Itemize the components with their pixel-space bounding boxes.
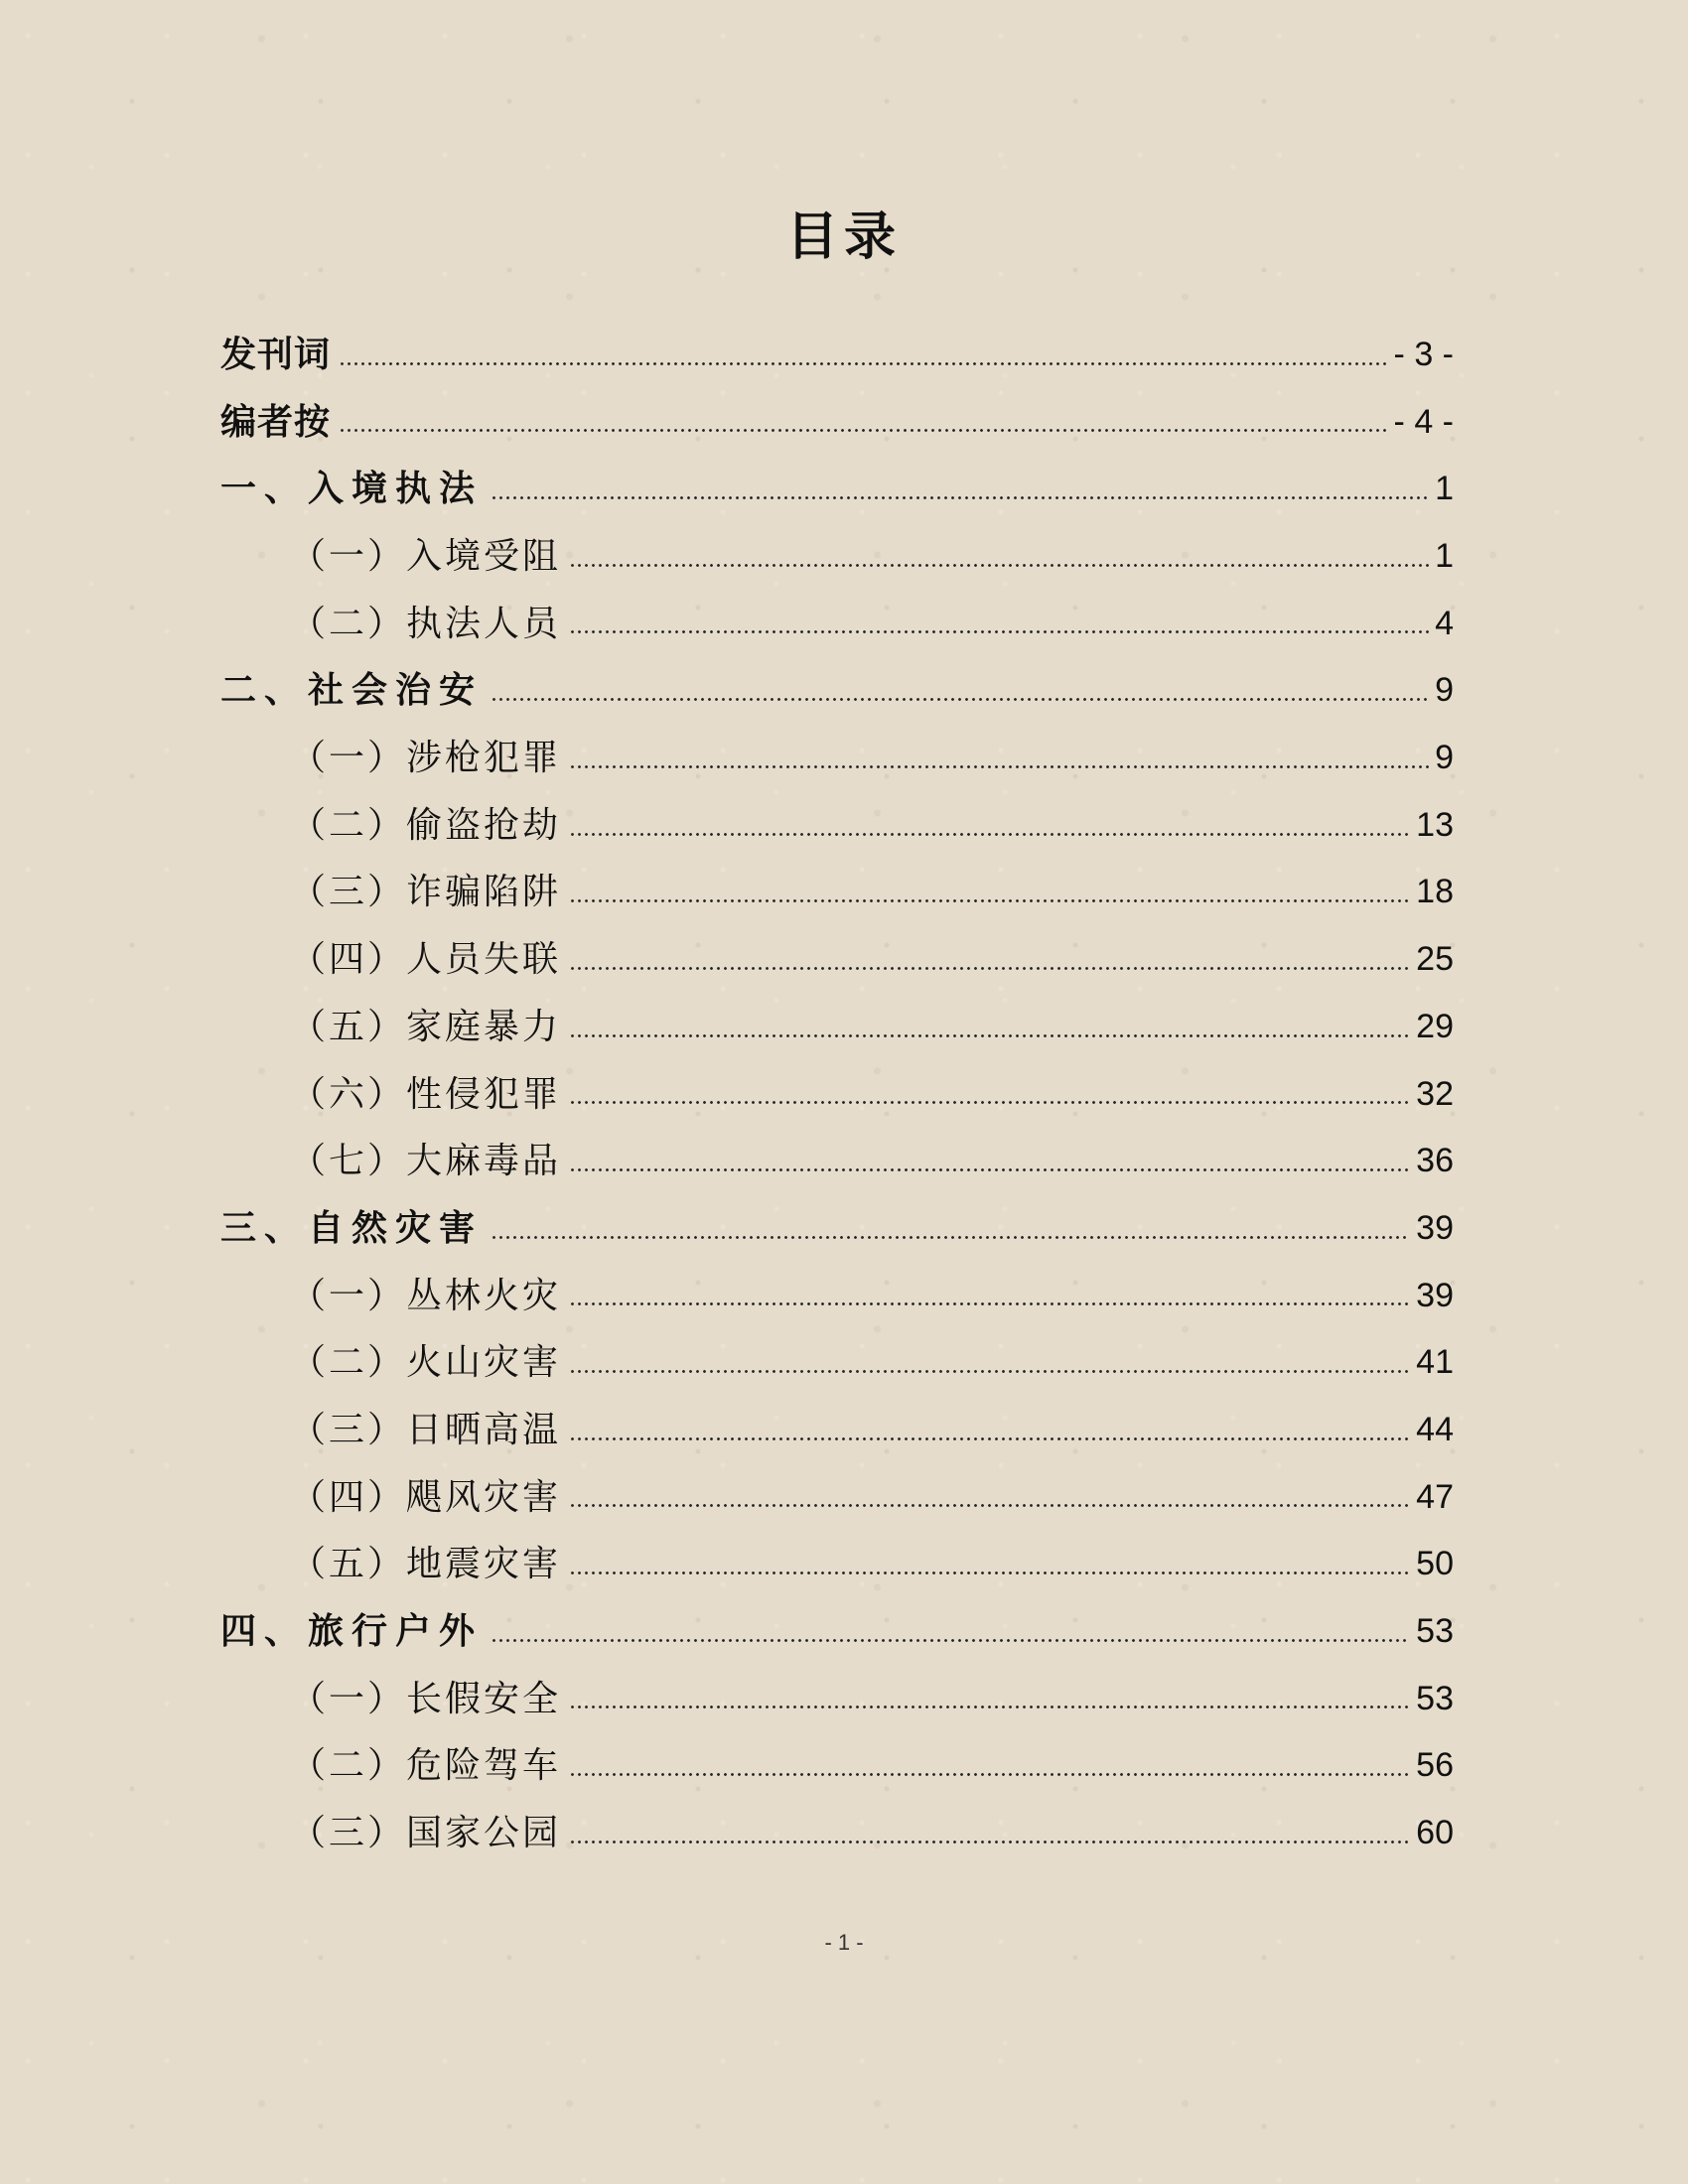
toc-entry-page: 36 [1416,1142,1454,1180]
toc-entry-label: （二）危险驾车 [290,1745,562,1787]
toc-entry-page: 1 [1435,537,1454,576]
toc-entry[interactable] [220,1666,1454,1733]
toc-entry-label: （二）火山灾害 [290,1342,562,1384]
toc-entry[interactable] [220,389,1454,457]
toc-entry[interactable] [220,1195,1454,1263]
page-number: - 1 - [824,1930,864,1955]
toc-entry-page: 60 [1416,1814,1454,1852]
toc-entry-label: （三）国家公园 [290,1813,562,1854]
toc-entry[interactable] [220,1061,1454,1129]
toc-entry-label: （一）入境受阻 [290,536,562,578]
toc-entry-page: 53 [1416,1679,1454,1717]
toc-entry-page: 39 [1416,1276,1454,1314]
toc-entry[interactable] [220,1263,1454,1330]
toc-entry-page: 29 [1416,1007,1454,1045]
toc-entry[interactable] [220,1329,1454,1397]
toc-entry[interactable] [220,591,1454,658]
toc-entry-label: 二、社会治安 [220,669,484,712]
toc-entry-label: （六）性侵犯罪 [290,1073,562,1115]
toc-entry-page: - 4 - [1393,402,1454,441]
toc-entry-label: 一、入境执法 [220,468,484,510]
toc-dot-leader [569,1355,1410,1375]
toc-dot-leader [569,1826,1410,1845]
toc-entry-label: （二）偷盗抢劫 [290,804,562,846]
toc-entry-page: 9 [1435,739,1454,777]
toc-entry-page: 32 [1416,1074,1454,1113]
toc-entry-label: （七）大麻毒品 [290,1141,562,1182]
toc-entry-label: 编者按 [220,400,332,443]
toc-entry-page: 50 [1416,1545,1454,1583]
toc-entry[interactable] [220,1128,1454,1195]
toc-dot-leader [569,1489,1410,1509]
toc-entry-page: - 3 - [1393,335,1454,373]
toc-entry[interactable] [220,1800,1454,1867]
toc-dot-leader [569,1086,1410,1106]
toc-dot-leader [569,1020,1410,1039]
toc-dot-leader [569,615,1429,635]
toc-entry-label: （一）丛林火灾 [290,1275,562,1316]
toc-entry[interactable] [220,1598,1454,1666]
toc-dot-leader [491,1624,1410,1644]
toc-entry-label: （四）人员失联 [290,939,562,981]
toc-entry[interactable] [220,792,1454,860]
toc-entry[interactable] [220,994,1454,1061]
toc-entry-label: 四、旅行户外 [220,1610,484,1653]
toc-dot-leader [339,414,1388,434]
toc-entry-label: （三）诈骗陷阱 [290,872,562,913]
toc-entry-page: 44 [1416,1410,1454,1448]
toc-dot-leader [569,549,1429,569]
toc-entry-page: 39 [1416,1208,1454,1247]
toc-entry[interactable] [220,1732,1454,1800]
toc-dot-leader [569,952,1410,972]
toc-entry-page: 53 [1416,1612,1454,1651]
toc-entry[interactable] [220,456,1454,523]
toc-entry[interactable] [220,322,1454,389]
toc-entry-page: 56 [1416,1746,1454,1785]
toc-entry[interactable] [220,657,1454,725]
toc-entry[interactable] [220,926,1454,994]
toc-entry[interactable] [220,1464,1454,1532]
toc-entry-label: （二）执法人员 [290,603,562,644]
toc-dot-leader [569,885,1410,904]
toc-dot-leader [491,1221,1410,1241]
toc-dot-leader [569,1557,1410,1576]
toc-entry[interactable] [220,1531,1454,1598]
toc-entry-page: 1 [1435,470,1454,508]
toc-dot-leader [569,1758,1410,1778]
toc-entry[interactable] [220,523,1454,591]
toc-dot-leader [569,1423,1410,1442]
toc-dot-leader [491,683,1429,703]
toc-dot-leader [569,1154,1410,1173]
toc-entry-page: 41 [1416,1343,1454,1382]
toc-dot-leader [569,818,1410,838]
toc-entry-page: 9 [1435,671,1454,710]
toc-dot-leader [339,347,1388,367]
toc-entry[interactable] [220,725,1454,792]
table-of-contents [220,322,1454,1867]
toc-entry[interactable] [220,1397,1454,1464]
toc-entry-label: （一）长假安全 [290,1678,562,1719]
toc-entry-page: 4 [1435,604,1454,642]
toc-dot-leader [569,1691,1410,1710]
toc-entry-label: （一）涉枪犯罪 [290,738,562,779]
toc-entry-label: （五）家庭暴力 [290,1006,562,1047]
toc-entry-label: 发刊词 [220,333,332,375]
toc-entry-page: 18 [1416,873,1454,911]
toc-entry-label: （五）地震灾害 [290,1544,562,1585]
toc-dot-leader [569,751,1429,770]
page-title: 目录 [785,206,902,267]
toc-entry-page: 25 [1416,940,1454,979]
toc-entry-label: （三）日晒高温 [290,1409,562,1450]
toc-entry-page: 13 [1416,805,1454,844]
toc-entry-label: （四）飓风灾害 [290,1476,562,1518]
toc-dot-leader [491,481,1429,501]
toc-entry-page: 47 [1416,1477,1454,1516]
toc-entry-label: 三、自然灾害 [220,1206,484,1249]
toc-dot-leader [569,1288,1410,1307]
toc-entry[interactable] [220,860,1454,927]
